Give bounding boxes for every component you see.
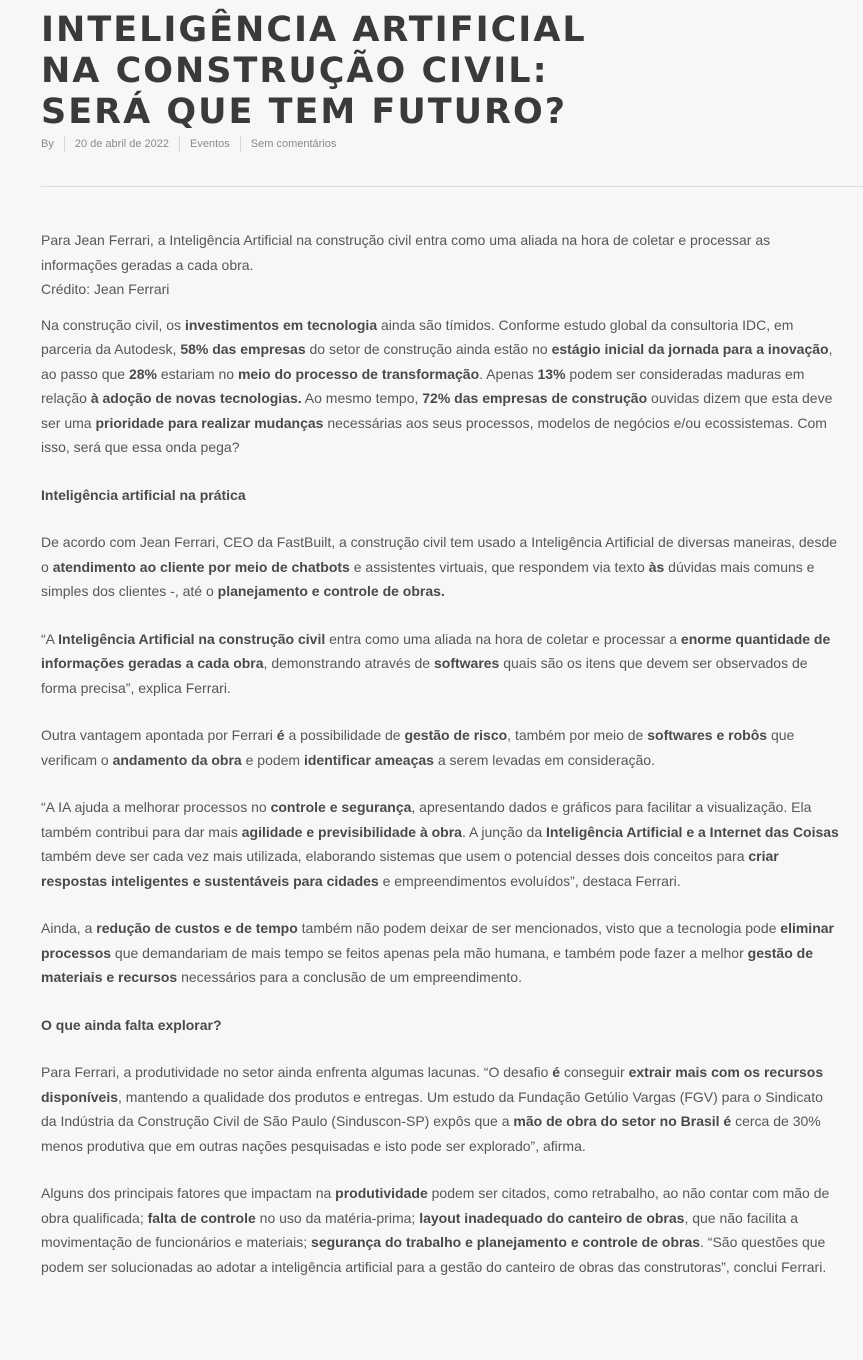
post-comments-link[interactable]: Sem comentários [240, 136, 347, 152]
paragraph-4: Outra vantagem apontada por Ferrari é a possibilidade de gestão de risco, também por meio de softwares e robôs que verificam o andamento da obra e podem identificar ameaças a serem levadas em consideração. [41, 727, 795, 768]
image-caption [41, 228, 841, 302]
section-heading-ia-na-pratica: Inteligência artificial na prática [41, 486, 246, 503]
post-meta [41, 136, 346, 152]
header-divider [41, 186, 863, 187]
paragraph-6: Ainda, a redução de custos e de tempo também não podem deixar de ser mencionados, visto que a tecnologia pode eliminar processos que demandariam de mais tempo se feitos apenas pela mão humana, e também pode fazer a melhor gestão de materiais e recursos necessários para a conclusão de um empreendimento. [41, 920, 834, 985]
caption-credit: Crédito: Jean Ferrari [41, 281, 170, 297]
caption-text: Para Jean Ferrari, a Inteligência Artificial na construção civil entra como uma aliada na hora de coletar e processar as informações geradas a cada obra. [41, 232, 771, 273]
section-heading-o-que-falta: O que ainda falta explorar? [41, 1016, 222, 1033]
post-author[interactable]: By [41, 138, 54, 150]
paragraph-5: “A IA ajuda a melhorar processos no controle e segurança, apresentando dados e gráficos para facilitar a visualização. Ela também contribui para dar mais agilidade e previsibilidade à obra. A junção da Inteligência Artificial e a Internet das Coisas também deve ser cada vez mais utilizada, elaborando sistemas que usem o potencial desses dois conceitos para criar respostas inteligentes e sustentáveis para cidades e empreendimentos evoluídos”, destaca Ferrari. [41, 799, 839, 889]
post-date[interactable]: 20 de abril de 2022 [64, 136, 179, 152]
paragraph-2: De acordo com Jean Ferrari, CEO da FastBuilt, a construção civil tem usado a Inteligência Artificial de diversas maneiras, desde o atendimento ao cliente por meio de chatbots e assistentes virtuais, que respondem via texto às dúvidas mais comuns e simples dos clientes -, até o planejamento e controle de obras. [41, 534, 838, 599]
post-category-link[interactable]: Eventos [179, 136, 240, 152]
paragraph-3: “A Inteligência Artificial na construção civil entra como uma aliada na hora de coletar e processar a enorme quantidade de informações geradas a cada obra, demonstrando através de softwares quais são os itens que devem ser observados de forma precisa”, explica Ferrari. [41, 630, 831, 696]
article-body [41, 228, 841, 1279]
paragraph-7: Para Ferrari, a produtividade no setor ainda enfrenta algumas lacunas. “O desafio é conseguir extrair mais com os recursos disponíveis, mantendo a qualidade dos produtos e entregas. Um estudo da Fundação Getúlio Vargas (FGV) para o Sindicato da Indústria da Construção Civil de São Paulo (Sinduscon-SP) expôs que a mão de obra do setor no Brasil é cerca de 30% menos produtiva que em outras nações pesquisadas e isto pode ser explorado”, afirma. [41, 1064, 824, 1154]
paragraph-1: Na construção civil, os investimentos em tecnologia ainda são tímidos. Conforme estudo global da consultoria IDC, em parceria da Autodesk, 58% das empresas do setor de construção ainda estão no estágio inicial da jornada para a inovação, ao passo que 28% estariam no meio do processo de transformação. Apenas 13% podem ser consideradas maduras em relação à adoção de novas tecnologias. Ao mesmo tempo, 72% das empresas de construção ouvidas dizem que esta deve ser uma prioridade para realizar mudanças necessárias aos seus processos, modelos de negócios e/ou ecossistemas. Com isso, será que essa onda pega? [41, 316, 833, 455]
paragraph-8: Alguns dos principais fatores que impactam na produtividade podem ser citados, como retrabalho, ao não contar com mão de obra qualificada; falta de controle no uso da matéria-prima; layout inadequado do canteiro de obras, que não facilita a movimentação de funcionários e materiais; segurança do trabalho e planejamento e controle de obras. “São questões que podem ser solucionadas ao adotar a inteligência artificial para a gestão do canteiro de obras das construtoras”, conclui Ferrari. [41, 1185, 830, 1275]
article-title: INTELIGÊNCIA ARTIFICIAL NA CONSTRUÇÃO CIVIL: SERÁ QUE TEM FUTURO? [41, 10, 587, 132]
